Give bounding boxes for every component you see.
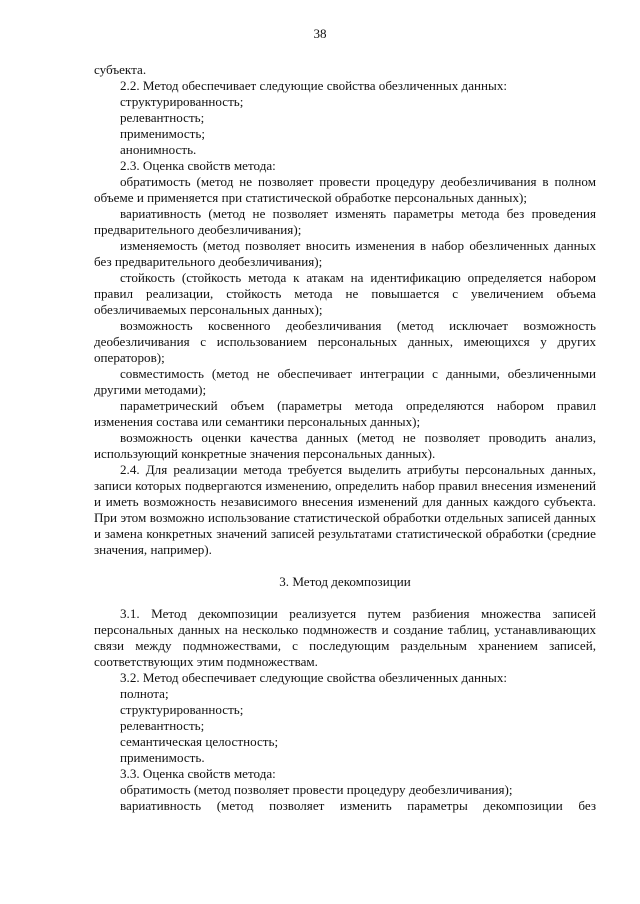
paragraph: структурированность; — [120, 94, 244, 109]
document-body — [94, 62, 596, 814]
paragraph: структурированность; — [120, 702, 244, 717]
section-heading: 3. Метод декомпозиции — [279, 574, 411, 589]
paragraph: совместимость (метод не обеспечивает интеграции с данными, обезличенными другими методами); — [94, 366, 596, 397]
paragraph: релевантность; — [120, 110, 205, 125]
paragraph: изменяемость (метод позволяет вносить изменения в набор обезличенных данных без предварительного деобезличивания); — [94, 238, 596, 269]
paragraph: релевантность; — [120, 718, 205, 733]
blank-line — [94, 590, 596, 606]
paragraph: стойкость (стойкость метода к атакам на идентификацию определяется набором правил реализации, стойкость метода не повышается с увеличением объема обезличиваемых персональных данных); — [94, 270, 596, 317]
paragraph: субъекта. — [94, 62, 147, 77]
paragraph: 2.3. Оценка свойств метода: — [120, 158, 276, 173]
paragraph: 3.3. Оценка свойств метода: — [120, 766, 276, 781]
paragraph: параметрический объем (параметры метода определяются набором правил изменения состава или семантики персональных данных); — [94, 398, 596, 429]
paragraph: применимость. — [120, 750, 205, 765]
paragraph: 2.2. Метод обеспечивает следующие свойства обезличенных данных: — [120, 78, 508, 93]
blank-line — [94, 558, 596, 574]
paragraph: 3.1. Метод декомпозиции реализуется путем разбиения множества записей персональных данных на несколько подмножеств и создание таблиц, устанавливающих связи между подмножествами, с последующим раздельным хранением записей, соответствующих этим подмножествам. — [94, 606, 596, 669]
paragraph: анонимность. — [120, 142, 197, 157]
paragraph: вариативность (метод позволяет изменить параметры декомпозиции без — [120, 798, 596, 813]
paragraph: применимость; — [120, 126, 205, 141]
paragraph: обратимость (метод не позволяет провести процедуру деобезличивания в полном объеме и применяется при статистической обработке персональных данных); — [94, 174, 596, 205]
paragraph: обратимость (метод позволяет провести процедуру деобезличивания); — [120, 782, 513, 797]
page-number: 38 — [313, 26, 327, 41]
paragraph: 2.4. Для реализации метода требуется выделить атрибуты персональных данных, записи которых подвергаются изменению, определить набор правил внесения изменений и иметь возможность независимого внесения изменений для данных каждого субъекта. При этом возможно использование статистической обработки отдельных записей данных и замена конкретных значений записей результатами статистической обработки (средние значения, например). — [94, 462, 596, 557]
paragraph: 3.2. Метод обеспечивает следующие свойства обезличенных данных: — [120, 670, 508, 685]
paragraph: вариативность (метод не позволяет изменять параметры метода без проведения предварительного деобезличивания); — [94, 206, 596, 237]
paragraph: возможность оценки качества данных (метод не позволяет проводить анализ, использующий конкретные значения персональных данных). — [94, 430, 596, 461]
paragraph: возможность косвенного деобезличивания (метод исключает возможность деобезличивания с использованием персональных данных, имеющихся у других операторов); — [94, 318, 596, 365]
paragraph: семантическая целостность; — [120, 734, 279, 749]
paragraph: полнота; — [120, 686, 169, 701]
